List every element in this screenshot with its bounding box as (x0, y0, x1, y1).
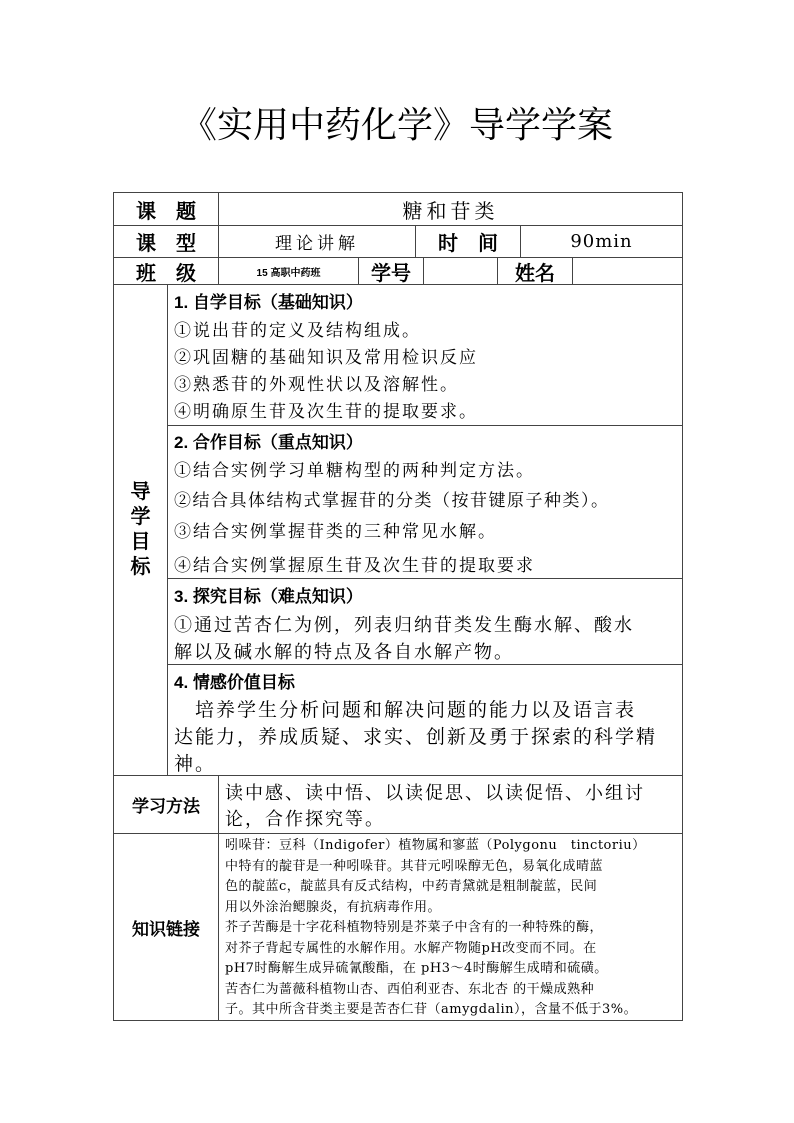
knowledge-line: 苦杏仁为蔷薇科植物山杏、西伯利亚杏、东北杏 的干燥成熟种 (225, 981, 595, 997)
class-value: 15 高职中药班 (218, 257, 359, 285)
knowledge-line: 芥子苦酶是十字花科植物特别是芥菜子中含有的一种特殊的酶， (225, 920, 604, 935)
knowledge-line: 吲哚苷：豆科（Indigofer）植物属和寥蓝（Polygonu tinctoriu） (225, 838, 646, 853)
type-label: 课 型 (113, 225, 219, 258)
objective-item: 达能力，养成质疑、求实、创新及勇于探索的科学精 (174, 726, 658, 748)
objective-item: 培养学生分析问题和解决问题的能力以及语言表 (174, 699, 637, 721)
time-label: 时 间 (415, 225, 521, 258)
self-study-section (167, 284, 683, 426)
objectives-label-char: 目 (130, 531, 151, 553)
objective-item: ③结合实例掌握苷类的三种常见水解。 (174, 522, 497, 542)
knowledge-line: pH7时酶解生成异硫氰酸酯，在 pH3～4时酶解生成晴和硫磺。 (225, 961, 608, 976)
time-value: 90min (520, 225, 683, 258)
knowledge-line: 色的靛蓝c，靛蓝具有反式结构，中药青黛就是粗制靛蓝，民间 (225, 879, 598, 894)
student-id-field[interactable] (423, 257, 498, 285)
class-label: 班 级 (113, 257, 219, 285)
section-heading: 1. 自学目标（基础知识） (174, 293, 363, 312)
type-value: 理论讲解 (218, 225, 416, 258)
name-label: 姓名 (497, 257, 573, 285)
topic-label: 课 题 (113, 192, 219, 226)
exploration-section (167, 578, 683, 665)
method-line: 读中感、读中悟、以读促思、以读促悟、小组讨 (225, 783, 645, 804)
student-id-label: 学号 (358, 257, 424, 285)
objectives-label-char: 标 (130, 556, 151, 578)
knowledge-label: 知识链接 (113, 833, 219, 1021)
objective-item: ②结合具体结构式掌握苷的分类（按苷键原子种类）。 (174, 491, 610, 511)
page-title: 《实用中药化学》导学学案 (180, 104, 613, 146)
objective-item: ④明确原生苷及次生苷的提取要求。 (174, 402, 478, 422)
objective-item: ①结合实例学习单糖构型的两种判定方法。 (174, 461, 535, 481)
method-content (218, 775, 683, 834)
objective-item: ②巩固糖的基础知识及常用检识反应 (174, 348, 478, 368)
objectives-label (113, 284, 168, 776)
objective-item: ④结合实例掌握原生苷及次生苷的提取要求 (174, 556, 535, 576)
cooperation-section (167, 425, 683, 579)
knowledge-line: 对芥子背起专属性的水解作用。水解产物随pH改变而不同。在 (225, 940, 597, 956)
topic-value: 糖和苷类 (218, 192, 683, 226)
knowledge-content (218, 833, 683, 1021)
section-heading: 2. 合作目标（重点知识） (174, 433, 363, 452)
objective-item: ③熟悉苷的外观性状以及溶解性。 (174, 375, 459, 395)
objective-item: ①通过苦杏仁为例，列表归纳苷类发生酶水解、酸水 (174, 615, 634, 636)
objectives-label-char: 学 (130, 506, 151, 528)
section-heading: 4. 情感价值目标 (174, 673, 295, 692)
objective-item: 解以及碱水解的特点及各自水解产物。 (174, 642, 514, 663)
method-label: 学习方法 (113, 775, 219, 834)
knowledge-line: 子。其中所含苷类主要是苦杏仁苷（amygdalin），含量不低于3%。 (225, 1002, 638, 1017)
objective-item: 神。 (174, 753, 217, 775)
section-heading: 3. 探究目标（难点知识） (174, 587, 363, 606)
knowledge-line: 用以外涂治鳃腺炎，有抗病毒作用。 (225, 899, 442, 915)
objective-item: ①说出苷的定义及结构组成。 (174, 321, 421, 341)
emotion-section (167, 664, 683, 776)
method-line: 论，合作探究等。 (225, 809, 385, 830)
knowledge-line: 中特有的靛苷是一种吲哚苷。其苷元吲哚醇无色，易氧化成晴蓝 (225, 858, 604, 874)
objectives-label-char: 导 (130, 481, 151, 503)
name-field[interactable] (572, 257, 683, 285)
